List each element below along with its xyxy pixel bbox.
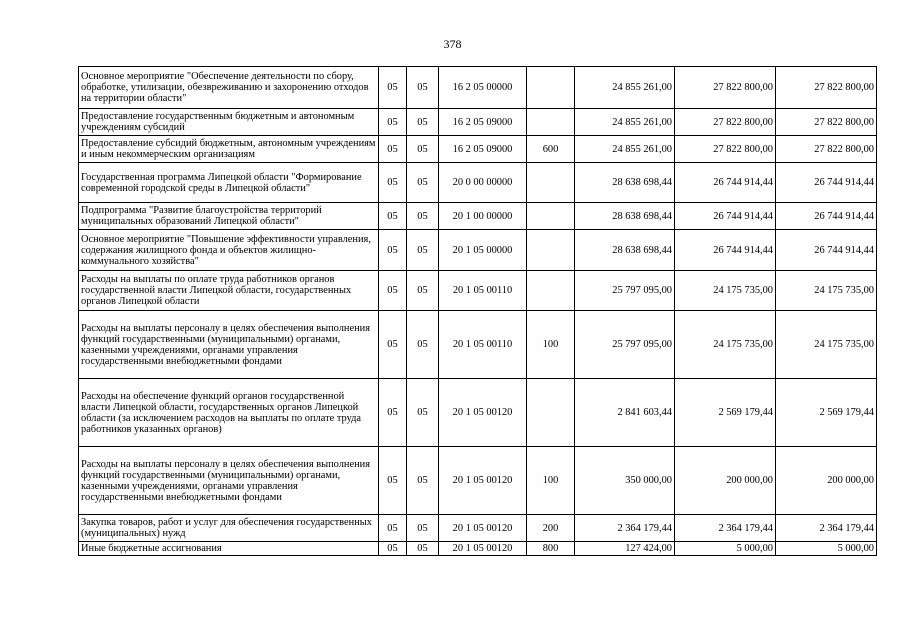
- table-row: [79, 203, 877, 230]
- table-row: [79, 542, 877, 556]
- table-row: [79, 136, 877, 163]
- row-amount-year1: 25 797 095,00: [575, 311, 675, 379]
- row-subsection: 05: [407, 163, 439, 203]
- row-amount-year2: 26 744 914,44: [675, 230, 776, 271]
- row-section: 05: [379, 136, 407, 163]
- row-section: 05: [379, 271, 407, 311]
- row-section: 05: [379, 203, 407, 230]
- row-amount-year3: 5 000,00: [776, 542, 877, 556]
- row-expense-type: 100: [527, 311, 575, 379]
- row-target-article: 20 0 00 00000: [439, 163, 527, 203]
- table-row: [79, 447, 877, 515]
- row-name: Государственная программа Липецкой области "Формирование современной городской среды в Липецкой области": [79, 163, 379, 203]
- table-row: [79, 109, 877, 136]
- row-amount-year2: 27 822 800,00: [675, 136, 776, 163]
- row-subsection: 05: [407, 203, 439, 230]
- table-row: [79, 311, 877, 379]
- table-row: [79, 67, 877, 109]
- row-amount-year2: 5 000,00: [675, 542, 776, 556]
- row-amount-year2: 26 744 914,44: [675, 163, 776, 203]
- row-amount-year1: 28 638 698,44: [575, 230, 675, 271]
- row-section: 05: [379, 67, 407, 109]
- row-amount-year3: 27 822 800,00: [776, 109, 877, 136]
- row-section: 05: [379, 109, 407, 136]
- row-amount-year1: 127 424,00: [575, 542, 675, 556]
- row-name: Основное мероприятие "Повышение эффективности управления, содержания жилищного фонда и объектов жилищно-коммунального хозяйства": [79, 230, 379, 271]
- row-expense-type: 600: [527, 136, 575, 163]
- row-subsection: 05: [407, 379, 439, 447]
- row-amount-year1: 350 000,00: [575, 447, 675, 515]
- row-amount-year1: 24 855 261,00: [575, 67, 675, 109]
- table-row: [79, 271, 877, 311]
- row-amount-year2: 27 822 800,00: [675, 67, 776, 109]
- row-section: 05: [379, 379, 407, 447]
- row-subsection: 05: [407, 230, 439, 271]
- row-expense-type: [527, 67, 575, 109]
- row-name: Расходы на обеспечение функций органов государственной власти Липецкой области, государственных органов Липецкой области (за исключением расходов на выплаты по оплате труда работников указанных органов): [79, 379, 379, 447]
- row-name: Расходы на выплаты персоналу в целях обеспечения выполнения функций государственными (муниципальными) органами, казенными учреждениями, органами управления государственными внебюджетными фондами: [79, 447, 379, 515]
- row-expense-type: [527, 203, 575, 230]
- row-target-article: 16 2 05 00000: [439, 67, 527, 109]
- row-amount-year3: 27 822 800,00: [776, 67, 877, 109]
- row-amount-year2: 24 175 735,00: [675, 311, 776, 379]
- row-target-article: 20 1 05 00120: [439, 515, 527, 542]
- row-target-article: 20 1 05 00110: [439, 271, 527, 311]
- row-name: Закупка товаров, работ и услуг для обеспечения государственных (муниципальных) нужд: [79, 515, 379, 542]
- row-amount-year1: 24 855 261,00: [575, 136, 675, 163]
- row-section: 05: [379, 230, 407, 271]
- table-row: [79, 515, 877, 542]
- row-amount-year2: 2 364 179,44: [675, 515, 776, 542]
- row-target-article: 20 1 05 00110: [439, 311, 527, 379]
- row-section: 05: [379, 163, 407, 203]
- row-subsection: 05: [407, 136, 439, 163]
- row-subsection: 05: [407, 447, 439, 515]
- row-target-article: 20 1 05 00120: [439, 542, 527, 556]
- row-amount-year3: 2 569 179,44: [776, 379, 877, 447]
- row-amount-year2: 24 175 735,00: [675, 271, 776, 311]
- row-amount-year3: 26 744 914,44: [776, 203, 877, 230]
- row-amount-year2: 2 569 179,44: [675, 379, 776, 447]
- row-subsection: 05: [407, 542, 439, 556]
- row-target-article: 20 1 05 00120: [439, 379, 527, 447]
- row-amount-year3: 24 175 735,00: [776, 311, 877, 379]
- table-row: [79, 163, 877, 203]
- row-subsection: 05: [407, 67, 439, 109]
- row-subsection: 05: [407, 271, 439, 311]
- row-expense-type: [527, 109, 575, 136]
- row-target-article: 20 1 05 00120: [439, 447, 527, 515]
- row-expense-type: 200: [527, 515, 575, 542]
- row-amount-year1: 2 364 179,44: [575, 515, 675, 542]
- row-subsection: 05: [407, 311, 439, 379]
- row-expense-type: [527, 271, 575, 311]
- row-amount-year1: 28 638 698,44: [575, 163, 675, 203]
- row-amount-year1: 25 797 095,00: [575, 271, 675, 311]
- row-amount-year2: 27 822 800,00: [675, 109, 776, 136]
- row-amount-year1: 24 855 261,00: [575, 109, 675, 136]
- page-number: 378: [443, 37, 462, 51]
- row-section: 05: [379, 311, 407, 379]
- row-amount-year1: 28 638 698,44: [575, 203, 675, 230]
- row-amount-year2: 200 000,00: [675, 447, 776, 515]
- row-target-article: 16 2 05 09000: [439, 136, 527, 163]
- row-amount-year3: 2 364 179,44: [776, 515, 877, 542]
- row-expense-type: [527, 230, 575, 271]
- row-section: 05: [379, 542, 407, 556]
- row-name: Расходы на выплаты персоналу в целях обеспечения выполнения функций государственными (муниципальными) органами, казенными учреждениями, органами управления государственными внебюджетными фондами: [79, 311, 379, 379]
- row-target-article: 20 1 05 00000: [439, 230, 527, 271]
- row-amount-year2: 26 744 914,44: [675, 203, 776, 230]
- row-name: Иные бюджетные ассигнования: [79, 542, 379, 556]
- row-amount-year3: 27 822 800,00: [776, 136, 877, 163]
- row-expense-type: 800: [527, 542, 575, 556]
- row-target-article: 20 1 00 00000: [439, 203, 527, 230]
- row-name: Основное мероприятие "Обеспечение деятельности по сбору, обработке, утилизации, обезвреживанию и захоронению отходов на территории области": [79, 67, 379, 109]
- row-section: 05: [379, 515, 407, 542]
- row-expense-type: [527, 379, 575, 447]
- row-expense-type: 100: [527, 447, 575, 515]
- row-amount-year1: 2 841 603,44: [575, 379, 675, 447]
- row-expense-type: [527, 163, 575, 203]
- row-name: Предоставление субсидий бюджетным, автономным учреждениям и иным некоммерческим организациям: [79, 136, 379, 163]
- row-subsection: 05: [407, 109, 439, 136]
- row-amount-year3: 24 175 735,00: [776, 271, 877, 311]
- row-name: Расходы на выплаты по оплате труда работников органов государственной власти Липецкой области, государственных органов Липецкой области: [79, 271, 379, 311]
- row-name: Предоставление государственным бюджетным и автономным учреждениям субсидий: [79, 109, 379, 136]
- table-row: [79, 230, 877, 271]
- row-amount-year3: 26 744 914,44: [776, 163, 877, 203]
- row-subsection: 05: [407, 515, 439, 542]
- table-row: [79, 379, 877, 447]
- row-name: Подпрограмма "Развитие благоустройства территорий муниципальных образований Липецкой области": [79, 203, 379, 230]
- row-amount-year3: 26 744 914,44: [776, 230, 877, 271]
- row-target-article: 16 2 05 09000: [439, 109, 527, 136]
- budget-table: [78, 66, 877, 556]
- row-amount-year3: 200 000,00: [776, 447, 877, 515]
- row-section: 05: [379, 447, 407, 515]
